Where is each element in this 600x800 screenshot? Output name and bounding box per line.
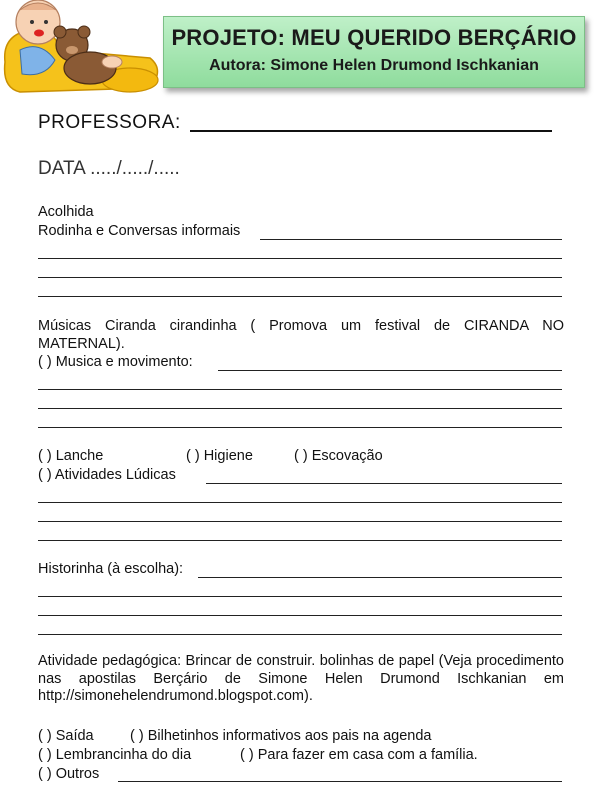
write-line[interactable] (38, 277, 562, 278)
atividades-ludicas-checkbox[interactable]: ( ) Atividades Lúdicas (38, 467, 176, 483)
para-casa-checkbox[interactable]: ( ) Para fazer em casa com a família. (240, 747, 478, 763)
escovacao-checkbox[interactable]: ( ) Escovação (294, 448, 383, 464)
write-line[interactable] (38, 596, 562, 597)
write-line[interactable] (38, 427, 562, 428)
historinha-line[interactable] (198, 577, 562, 578)
musica-movimento-label: ( ) Musica e movimento: (38, 354, 193, 370)
write-line[interactable] (38, 408, 562, 409)
write-line[interactable] (38, 634, 562, 635)
write-line[interactable] (38, 258, 562, 259)
musica-movimento-line[interactable] (218, 370, 562, 371)
header-banner (163, 16, 585, 88)
professora-line[interactable] (190, 130, 552, 132)
lembrancinha-checkbox[interactable]: ( ) Lembrancinha do dia (38, 747, 192, 763)
write-line[interactable] (38, 540, 562, 541)
write-line[interactable] (38, 521, 562, 522)
outros-checkbox[interactable]: ( ) Outros (38, 766, 100, 782)
higiene-checkbox[interactable]: ( ) Higiene (186, 448, 253, 464)
atividade-pedagogica-text: Atividade pedagógica: Brincar de construir. bolinhas de papel (Veja procedimento nas apostilas Berçário de Simone Helen Drumond Ischkanian em http://simonehelendrumond.blogspot.com). (38, 653, 564, 704)
musicas-text: Músicas Ciranda cirandinha ( Promova um festival de CIRANDA NO MATERNAL). (38, 318, 564, 352)
write-line[interactable] (38, 389, 562, 390)
acolhida-label: Acolhida (38, 204, 94, 220)
atividades-ludicas-line[interactable] (206, 483, 562, 484)
header-title: PROJETO: MEU QUERIDO BERÇÁRIO (171, 25, 577, 50)
rodinha-label: Rodinha e Conversas informais (38, 223, 241, 239)
rodinha-line[interactable] (260, 239, 562, 240)
outros-line[interactable] (118, 781, 562, 782)
historinha-label: Historinha (à escolha): (38, 561, 184, 577)
data-label: DATA ...../...../..... (38, 158, 180, 179)
write-line[interactable] (38, 296, 562, 297)
header-subtitle: Autora: Simone Helen Drumond Ischkanian (209, 57, 539, 74)
bilhetinhos-checkbox[interactable]: ( ) Bilhetinhos informativos aos pais na agenda (130, 728, 432, 744)
write-line[interactable] (38, 615, 562, 616)
baby-teddy-illustration (0, 0, 165, 100)
professora-label: PROFESSORA: (38, 112, 181, 133)
saida-checkbox[interactable]: ( ) Saída (38, 728, 94, 744)
lanche-checkbox[interactable]: ( ) Lanche (38, 448, 104, 464)
write-line[interactable] (38, 502, 562, 503)
